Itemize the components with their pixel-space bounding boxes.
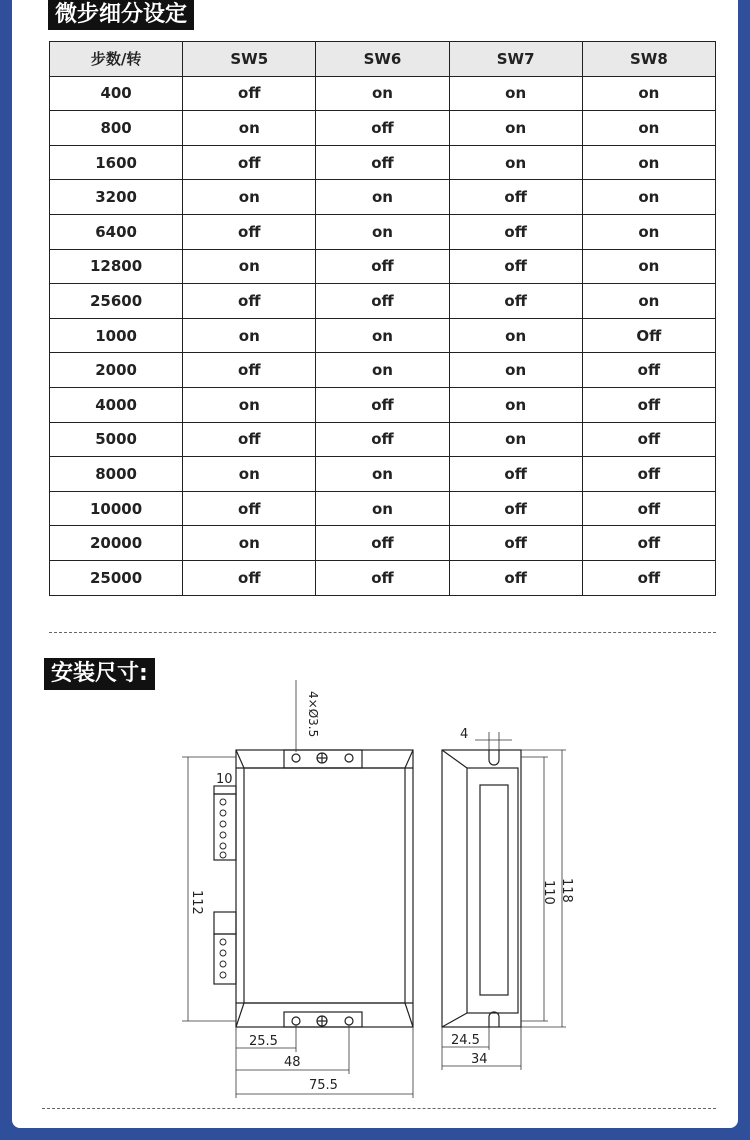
switch-state-cell: off [183, 214, 316, 249]
switch-state-cell: off [582, 560, 715, 595]
switch-state-cell: off [449, 457, 582, 492]
header-steps-per-rev: 步数/转 [50, 42, 183, 77]
side-body [467, 768, 518, 1013]
switch-state-cell: off [183, 422, 316, 457]
top-slot-icon [489, 750, 499, 765]
switch-state-cell: off [316, 560, 449, 595]
terminal-offset-label: 10 [216, 772, 233, 787]
switch-state-cell: on [449, 387, 582, 422]
switch-state-cell: on [582, 284, 715, 319]
terminal-block-header [214, 786, 236, 794]
switch-state-cell: off [183, 560, 316, 595]
front-dimensions [182, 680, 413, 1098]
header-sw5: SW5 [183, 42, 316, 77]
switch-state-cell: on [183, 526, 316, 561]
side-heatsink-window [480, 785, 508, 995]
steps-cell: 2000 [50, 353, 183, 388]
steps-cell: 8000 [50, 457, 183, 492]
switch-state-cell: on [449, 353, 582, 388]
switch-state-cell: off [449, 560, 582, 595]
switch-state-cell: off [582, 526, 715, 561]
microstep-section-title: 微步细分设定 [48, 0, 194, 30]
switch-state-cell: off [449, 491, 582, 526]
steps-cell: 12800 [50, 249, 183, 284]
switch-state-cell: off [582, 387, 715, 422]
front-width-label: 75.5 [309, 1078, 338, 1093]
switch-state-cell: on [582, 76, 715, 111]
switch-state-cell: off [183, 76, 316, 111]
steps-cell: 25600 [50, 284, 183, 319]
switch-state-cell: off [449, 180, 582, 215]
switch-state-cell: on [582, 214, 715, 249]
slot-width-label: 4 [460, 727, 469, 742]
switch-state-cell: off [582, 457, 715, 492]
switch-state-cell: off [183, 491, 316, 526]
steps-cell: 6400 [50, 214, 183, 249]
switch-state-cell: on [183, 318, 316, 353]
dimensions-section-title: 安装尺寸: [44, 658, 155, 690]
steps-cell: 20000 [50, 526, 183, 561]
side-width-label: 34 [471, 1052, 488, 1067]
switch-state-cell: on [316, 180, 449, 215]
terminal-block-lower [214, 934, 236, 984]
switch-state-cell: on [316, 214, 449, 249]
divider [42, 1108, 716, 1109]
side-outline [442, 750, 521, 1027]
switch-state-cell: Off [582, 318, 715, 353]
side-view [442, 750, 521, 1027]
side-outer-height-label: 118 [559, 878, 574, 903]
front-height-label: 112 [189, 890, 204, 915]
switch-state-cell: on [316, 353, 449, 388]
steps-cell: 3200 [50, 180, 183, 215]
switch-state-cell: on [449, 145, 582, 180]
steps-cell: 25000 [50, 560, 183, 595]
switch-state-cell: off [316, 284, 449, 319]
front-outline [236, 750, 413, 1027]
switch-state-cell: off [183, 353, 316, 388]
switch-state-cell: on [582, 111, 715, 146]
steps-cell: 10000 [50, 491, 183, 526]
switch-state-cell: off [183, 145, 316, 180]
switch-state-cell: on [316, 76, 449, 111]
switch-state-cell: on [582, 249, 715, 284]
switch-state-cell: off [316, 422, 449, 457]
side-offset-label: 24.5 [451, 1033, 480, 1048]
switch-state-cell: off [183, 284, 316, 319]
switch-state-cell: off [316, 145, 449, 180]
switch-state-cell: off [582, 422, 715, 457]
steps-cell: 800 [50, 111, 183, 146]
hole-x-label: 25.5 [249, 1034, 278, 1049]
switch-state-cell: on [183, 249, 316, 284]
switch-state-cell: on [183, 457, 316, 492]
switch-state-cell: off [449, 249, 582, 284]
terminal-screws [220, 799, 226, 978]
switch-state-cell: on [582, 145, 715, 180]
switch-state-cell: on [449, 422, 582, 457]
switch-state-cell: off [316, 249, 449, 284]
terminal-block-header [214, 912, 236, 934]
switch-state-cell: off [316, 111, 449, 146]
switch-state-cell: off [449, 214, 582, 249]
switch-state-cell: on [183, 180, 316, 215]
header-sw6: SW6 [316, 42, 449, 77]
switch-state-cell: off [582, 491, 715, 526]
switch-state-cell: on [582, 180, 715, 215]
switch-state-cell: on [316, 318, 449, 353]
steps-cell: 1000 [50, 318, 183, 353]
hole-spec-label: 4×Ø3.5 [306, 691, 320, 738]
switch-state-cell: off [449, 284, 582, 319]
switch-state-cell: off [316, 387, 449, 422]
header-sw7: SW7 [449, 42, 582, 77]
switch-state-cell: on [183, 387, 316, 422]
mount-hole-icon [345, 754, 353, 762]
mount-hole-icon [292, 754, 300, 762]
switch-state-cell: on [449, 318, 582, 353]
hole-spacing-label: 48 [284, 1055, 301, 1070]
side-inner-height-label: 110 [541, 880, 556, 905]
mount-hole-icon [292, 1017, 300, 1025]
header-sw8: SW8 [582, 42, 715, 77]
switch-state-cell: on [316, 491, 449, 526]
steps-cell: 5000 [50, 422, 183, 457]
steps-cell: 400 [50, 76, 183, 111]
mount-hole-icon [345, 1017, 353, 1025]
switch-state-cell: off [316, 526, 449, 561]
steps-cell: 1600 [50, 145, 183, 180]
front-panel [244, 768, 405, 1003]
steps-cell: 4000 [50, 387, 183, 422]
switch-state-cell: on [449, 76, 582, 111]
switch-state-cell: off [449, 526, 582, 561]
switch-state-cell: on [316, 457, 449, 492]
bottom-slot-icon [489, 1012, 499, 1027]
switch-state-cell: on [449, 111, 582, 146]
front-view [214, 750, 413, 1027]
switch-state-cell: off [582, 353, 715, 388]
switch-state-cell: on [183, 111, 316, 146]
